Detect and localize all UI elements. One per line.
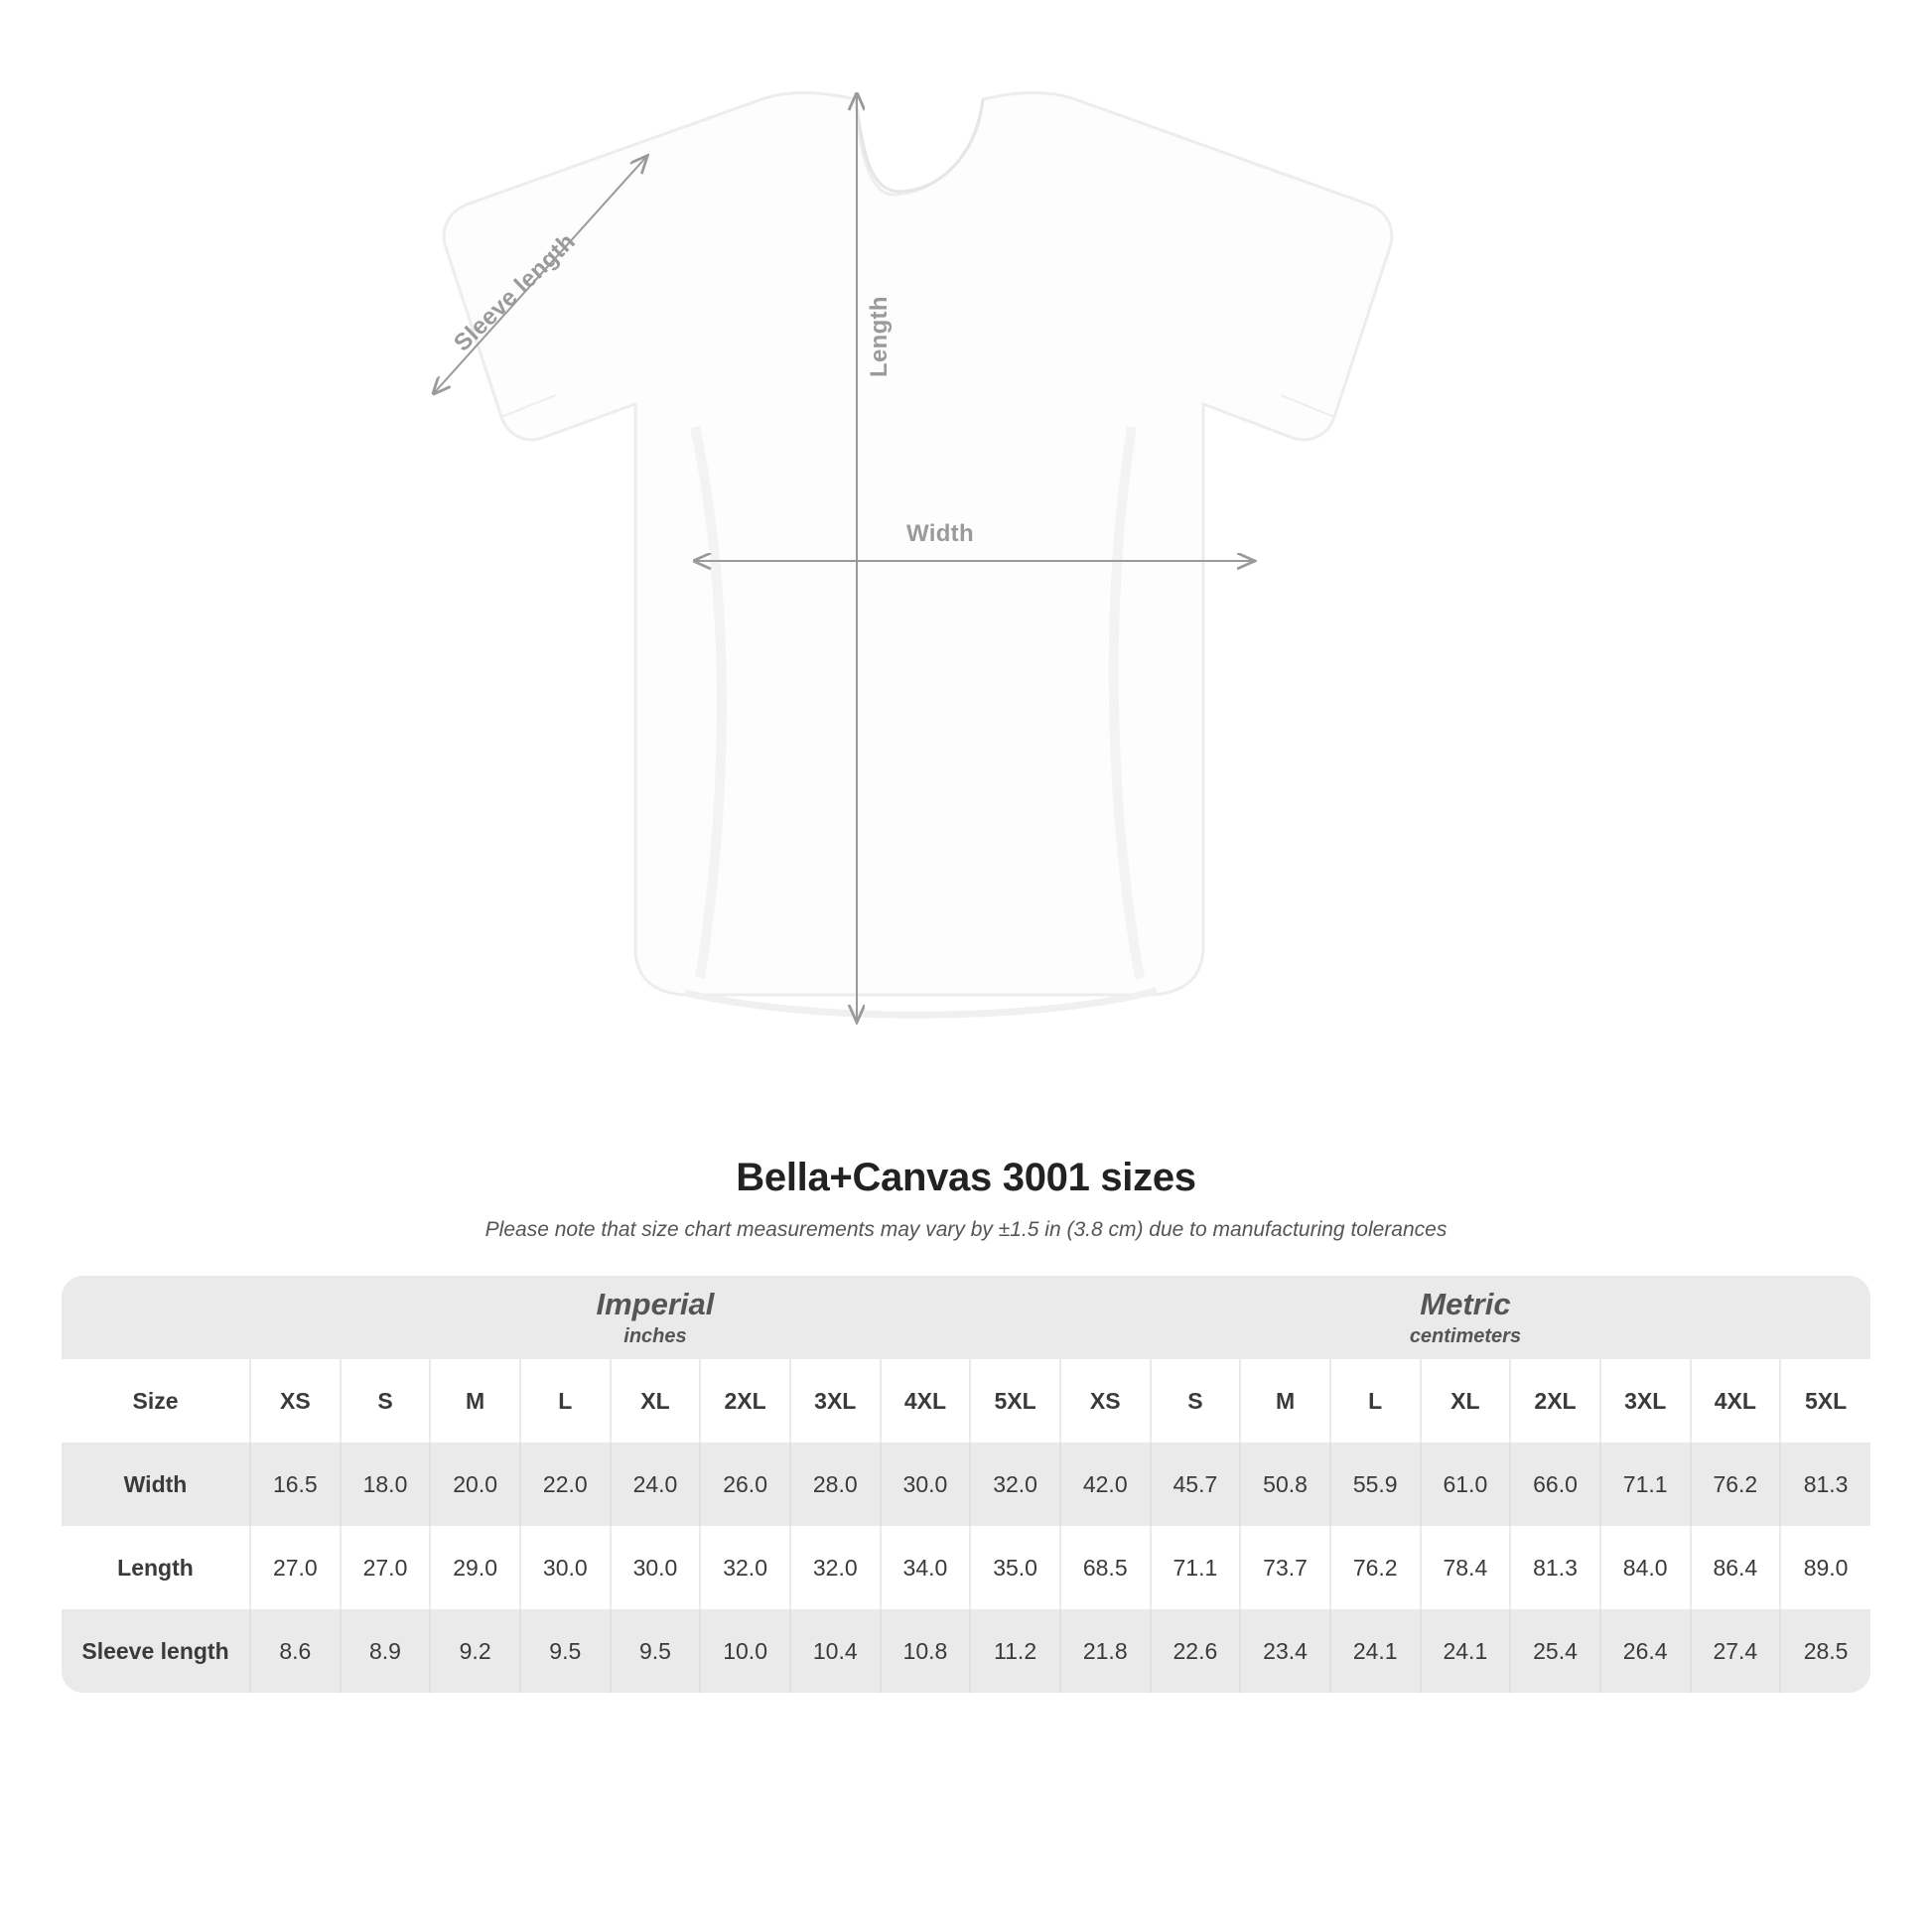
table-cell: 71.1	[1151, 1526, 1241, 1609]
table-cell: 16.5	[250, 1443, 341, 1526]
table-cell: 8.6	[250, 1609, 341, 1693]
table-cell: 9.2	[430, 1609, 520, 1693]
table-cell: 10.4	[790, 1609, 881, 1693]
table-cell: 24.1	[1330, 1609, 1421, 1693]
table-cell: 76.2	[1330, 1526, 1421, 1609]
table-cell: 32.0	[790, 1526, 881, 1609]
table-cell: 22.6	[1151, 1609, 1241, 1693]
size-header-cell: S	[1151, 1359, 1241, 1443]
table-cell: 26.4	[1600, 1609, 1691, 1693]
table-cell: 18.0	[341, 1443, 431, 1526]
size-header-cell: XS	[1060, 1359, 1151, 1443]
table-cell: 11.2	[970, 1609, 1060, 1693]
size-header-cell: L	[1330, 1359, 1421, 1443]
table-cell: 27.0	[250, 1526, 341, 1609]
page-title: Bella+Canvas 3001 sizes	[736, 1156, 1196, 1199]
table-cell: 25.4	[1510, 1609, 1600, 1693]
table-cell: 9.5	[520, 1609, 611, 1693]
table-row	[62, 1526, 1870, 1609]
table-cell: 30.0	[611, 1526, 701, 1609]
table-cell: 50.8	[1240, 1443, 1330, 1526]
unit-group-metric-name: Metric	[1420, 1286, 1511, 1321]
unit-group-metric	[1060, 1276, 1870, 1359]
unit-group-imperial	[250, 1276, 1060, 1359]
size-header-cell: 3XL	[1600, 1359, 1691, 1443]
unit-group-metric-sub: centimeters	[1409, 1325, 1522, 1348]
shirt-shape	[444, 92, 1392, 1015]
table-cell: 30.0	[881, 1443, 971, 1526]
size-table-wrapper	[62, 1276, 1870, 1693]
row-label-sleeve-length: Sleeve length	[62, 1609, 250, 1693]
table-cell: 32.0	[970, 1443, 1060, 1526]
size-header-cell: 4XL	[1691, 1359, 1781, 1443]
unit-group-imperial-name: Imperial	[596, 1286, 715, 1321]
size-header-cell: L	[520, 1359, 611, 1443]
table-cell: 81.3	[1780, 1443, 1870, 1526]
table-cell: 45.7	[1151, 1443, 1241, 1526]
table-cell: 81.3	[1510, 1526, 1600, 1609]
row-label-length: Length	[62, 1526, 250, 1609]
table-cell: 9.5	[611, 1609, 701, 1693]
tolerance-note: Please note that size chart measurements may vary by ±1.5 in (3.8 cm) due to manufacturing tolerances	[484, 1218, 1448, 1241]
table-cell: 27.4	[1691, 1609, 1781, 1693]
table-cell: 20.0	[430, 1443, 520, 1526]
unit-group-row	[62, 1276, 1870, 1359]
size-header-label: Size	[62, 1359, 250, 1443]
table-cell: 8.9	[341, 1609, 431, 1693]
table-cell: 78.4	[1421, 1526, 1511, 1609]
width-dimension-label: Width	[906, 520, 974, 547]
size-header-cell: 3XL	[790, 1359, 881, 1443]
table-cell: 28.5	[1780, 1609, 1870, 1693]
table-cell: 34.0	[881, 1526, 971, 1609]
table-cell: 61.0	[1421, 1443, 1511, 1526]
size-header-cell: S	[341, 1359, 431, 1443]
table-cell: 10.8	[881, 1609, 971, 1693]
table-cell: 73.7	[1240, 1526, 1330, 1609]
title-block	[0, 1156, 1932, 1242]
table-cell: 66.0	[1510, 1443, 1600, 1526]
table-cell: 28.0	[790, 1443, 881, 1526]
table-cell: 68.5	[1060, 1526, 1151, 1609]
table-cell: 84.0	[1600, 1526, 1691, 1609]
table-cell: 86.4	[1691, 1526, 1781, 1609]
length-dimension-label: Length	[866, 296, 893, 377]
table-cell: 24.0	[611, 1443, 701, 1526]
table-cell: 30.0	[520, 1526, 611, 1609]
table-cell: 24.1	[1421, 1609, 1511, 1693]
table-cell: 10.0	[700, 1609, 790, 1693]
unit-group-imperial-sub: inches	[623, 1325, 687, 1348]
size-header-cell: 4XL	[881, 1359, 971, 1443]
size-header-cell: 5XL	[1780, 1359, 1870, 1443]
table-cell: 89.0	[1780, 1526, 1870, 1609]
table-cell: 26.0	[700, 1443, 790, 1526]
size-header-cell: XL	[611, 1359, 701, 1443]
row-label-width: Width	[62, 1443, 250, 1526]
table-cell: 27.0	[341, 1526, 431, 1609]
table-cell: 71.1	[1600, 1443, 1691, 1526]
size-header-cell: XL	[1421, 1359, 1511, 1443]
size-header-cell: 5XL	[970, 1359, 1060, 1443]
table-cell: 35.0	[970, 1526, 1060, 1609]
table-cell: 32.0	[700, 1526, 790, 1609]
table-cell: 55.9	[1330, 1443, 1421, 1526]
size-header-cell: XS	[250, 1359, 341, 1443]
table-cell: 22.0	[520, 1443, 611, 1526]
table-row	[62, 1609, 1870, 1693]
size-header-cell: 2XL	[700, 1359, 790, 1443]
unit-row-spacer	[62, 1276, 250, 1359]
sleeve-length-dimension-label: Sleeve length	[449, 227, 581, 357]
size-header-row	[62, 1359, 1870, 1443]
table-cell: 29.0	[430, 1526, 520, 1609]
size-header-cell: M	[1240, 1359, 1330, 1443]
size-table	[62, 1276, 1870, 1693]
size-header-cell: 2XL	[1510, 1359, 1600, 1443]
table-cell: 21.8	[1060, 1609, 1151, 1693]
table-cell: 42.0	[1060, 1443, 1151, 1526]
size-header-cell: M	[430, 1359, 520, 1443]
table-row	[62, 1443, 1870, 1526]
table-cell: 76.2	[1691, 1443, 1781, 1526]
table-cell: 23.4	[1240, 1609, 1330, 1693]
